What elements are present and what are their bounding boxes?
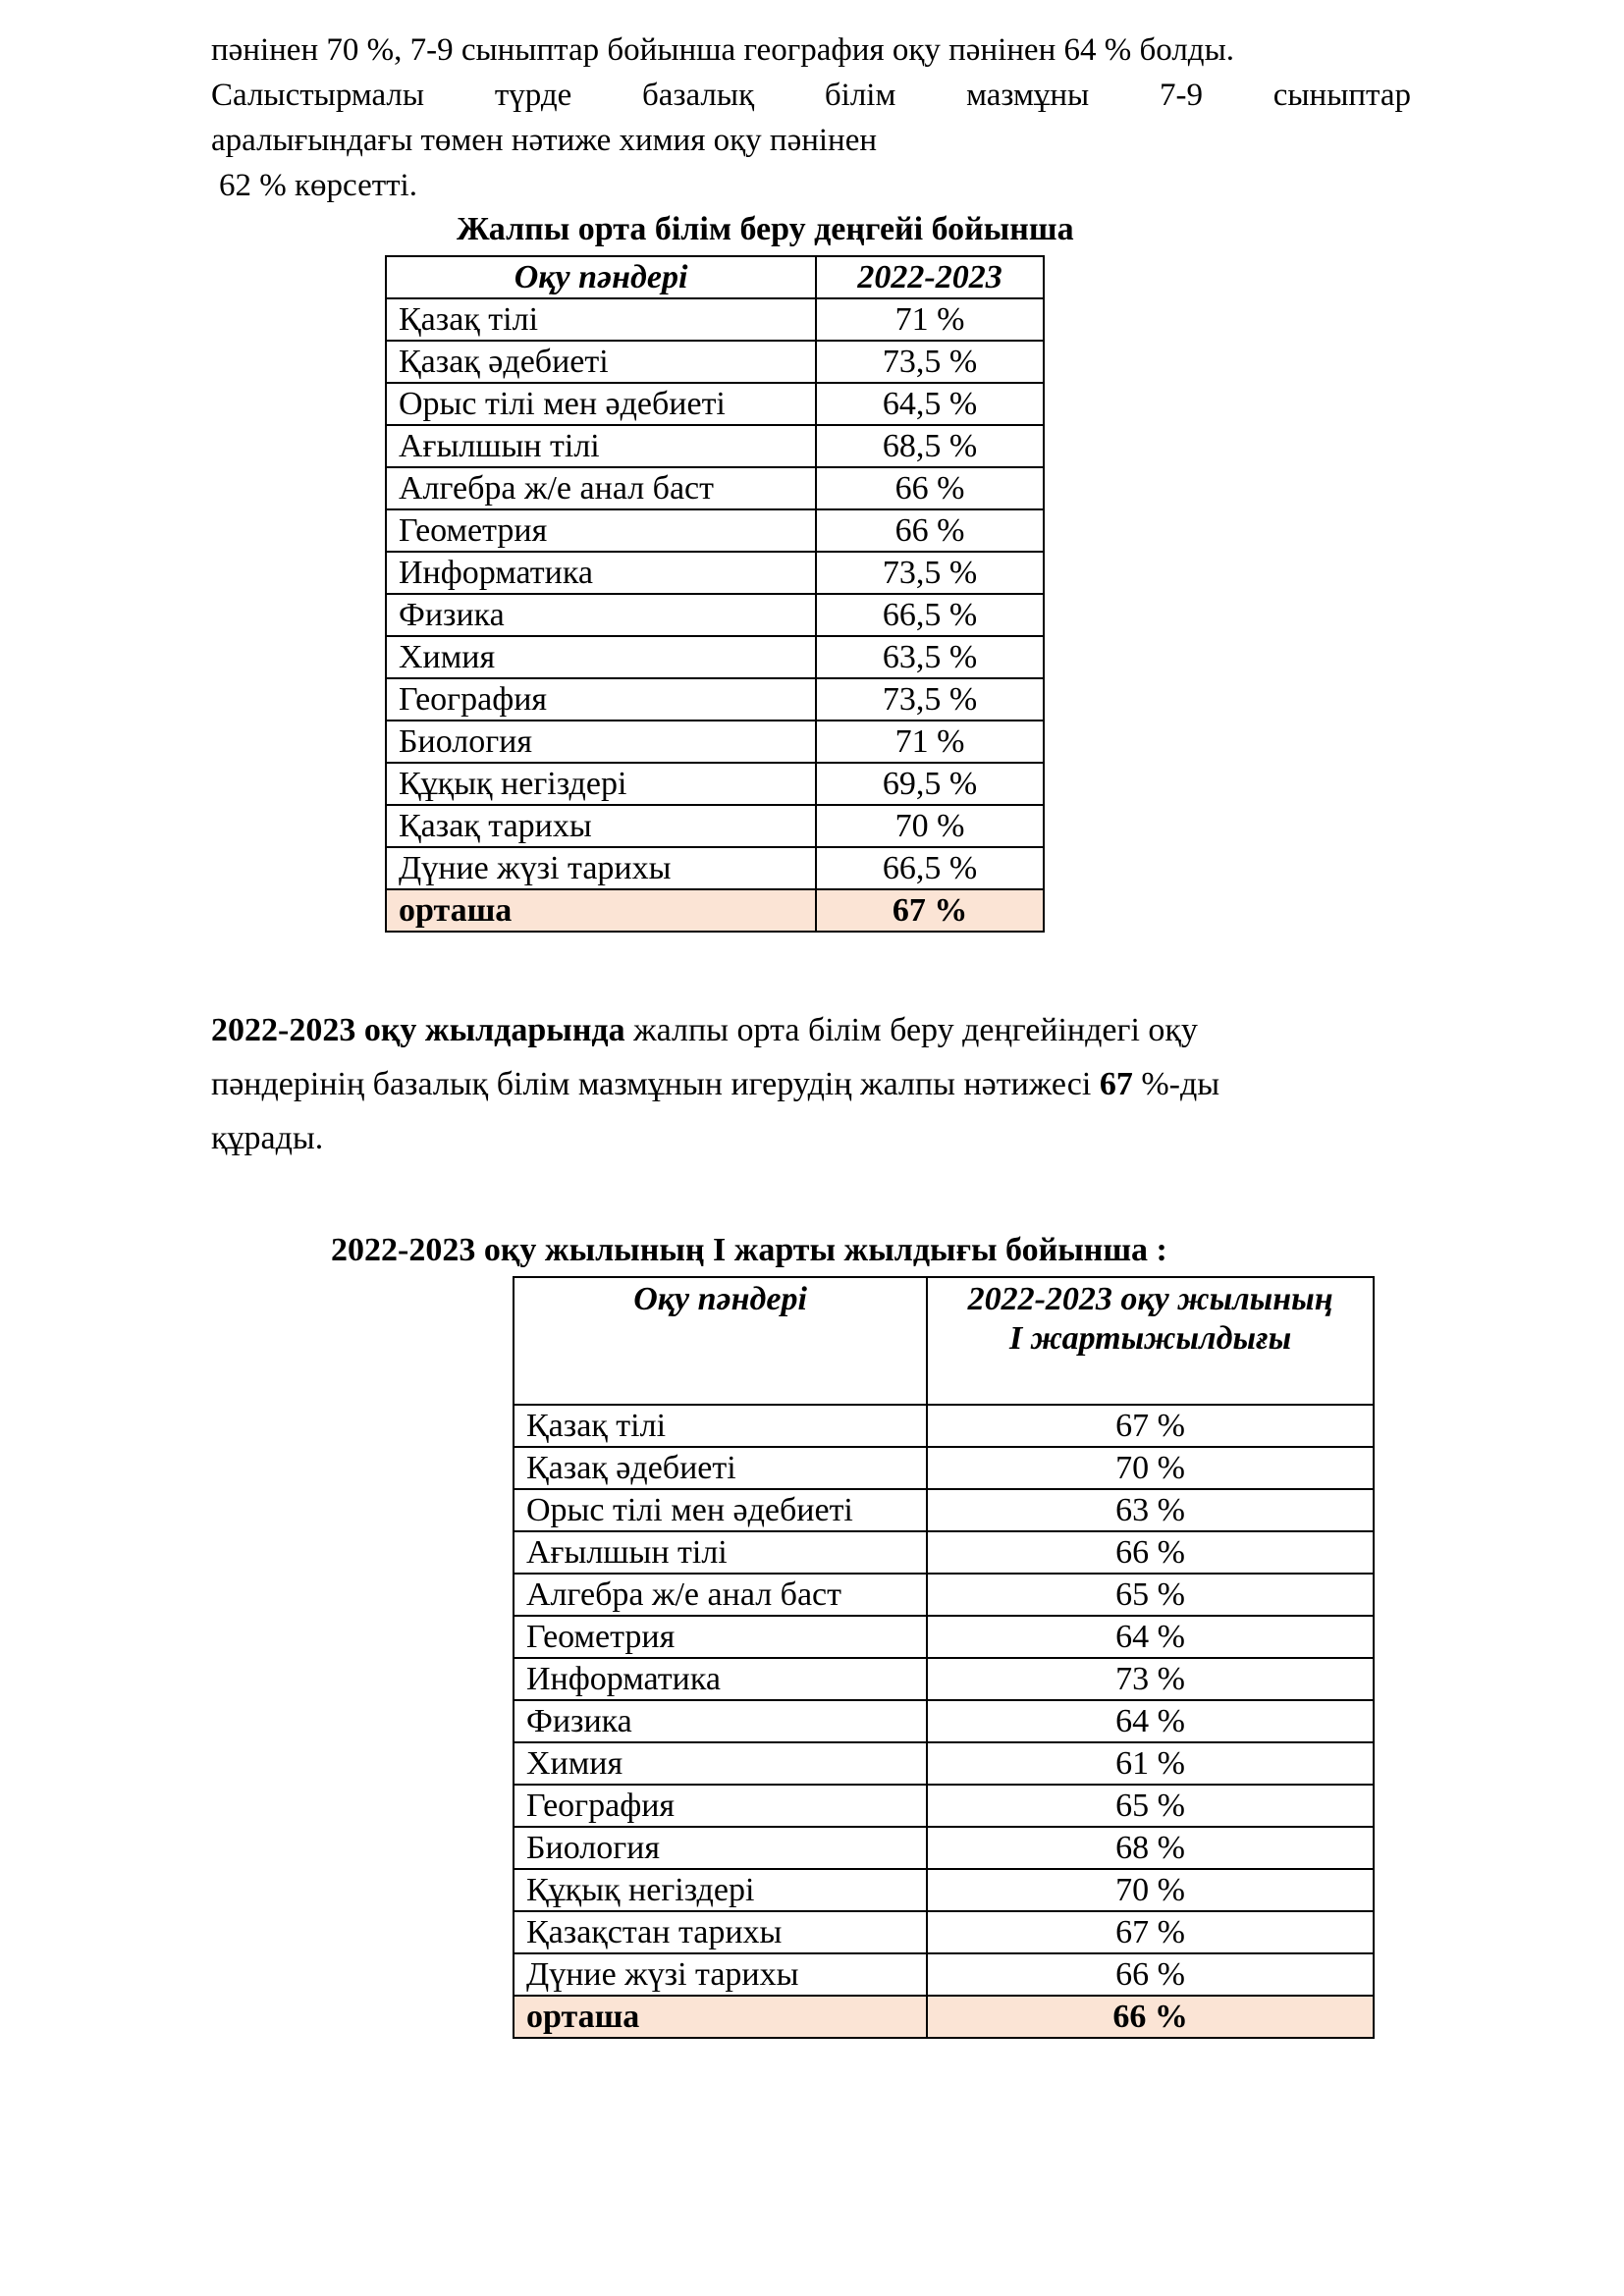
percent-cell: 70 %	[816, 805, 1044, 847]
subject-cell: Алгебра ж/е анал баст	[386, 467, 816, 509]
average-label-cell: орташа	[514, 1996, 927, 2038]
percent-cell: 70 %	[927, 1869, 1374, 1911]
average-value-cell: 66 %	[927, 1996, 1374, 2038]
percent-cell: 66 %	[816, 509, 1044, 552]
subject-cell: Қазақ әдебиеті	[386, 341, 816, 383]
percent-cell: 71 %	[816, 298, 1044, 341]
table-row	[386, 594, 1044, 636]
percent-cell: 66,5 %	[816, 847, 1044, 889]
intro-line: аралығындағы төмен нәтиже химия оқу пәнінен	[211, 123, 878, 158]
percent-cell: 73,5 %	[816, 341, 1044, 383]
subject-cell: Орыс тілі мен әдебиеті	[514, 1489, 927, 1531]
subject-cell: География	[514, 1785, 927, 1827]
percent-cell: 73,5 %	[816, 552, 1044, 594]
table-row	[386, 636, 1044, 678]
percent-cell: 64 %	[927, 1616, 1374, 1658]
subject-cell: Геометрия	[386, 509, 816, 552]
percent-cell: 68 %	[927, 1827, 1374, 1869]
table-row	[514, 1616, 1374, 1658]
intro-line: пәнінен 70 %, 7-9 сыныптар бойынша география оқу пәнінен 64 % болды.	[211, 32, 1235, 68]
average-row	[514, 1996, 1374, 2038]
subject-cell: Физика	[386, 594, 816, 636]
percent-cell: 64 %	[927, 1700, 1374, 1742]
summary-paragraph	[211, 1003, 1419, 1165]
subject-cell: Физика	[514, 1700, 927, 1742]
average-label-cell: орташа	[386, 889, 816, 932]
summary-line: құрады.	[211, 1120, 324, 1156]
subject-cell: Информатика	[386, 552, 816, 594]
subject-cell: Қазақ тарихы	[386, 805, 816, 847]
year-column-header: 2022-2023	[816, 256, 1044, 298]
percent-cell: 66 %	[927, 1531, 1374, 1574]
average-row	[386, 889, 1044, 932]
subject-cell: Химия	[386, 636, 816, 678]
table-header-row	[514, 1277, 1374, 1405]
summary-bold-value: 67	[1099, 1066, 1133, 1102]
subject-cell: Алгебра ж/е анал баст	[514, 1574, 927, 1616]
summary-text: %-ды	[1132, 1066, 1220, 1102]
table2-caption: 2022-2023 оқу жылының І жарты жылдығы бойынша :	[331, 1232, 1167, 1268]
table-row	[514, 1869, 1374, 1911]
table-row	[386, 763, 1044, 805]
subject-column-header: Оқу пәндері	[514, 1277, 927, 1405]
subject-cell: Орыс тілі мен әдебиеті	[386, 383, 816, 425]
table-row	[514, 1827, 1374, 1869]
summary-line	[211, 1057, 1419, 1111]
percent-cell: 67 %	[927, 1911, 1374, 1953]
table-row	[386, 467, 1044, 509]
intro-paragraph	[211, 27, 1411, 208]
table-row	[386, 425, 1044, 467]
subject-cell: Химия	[514, 1742, 927, 1785]
percent-cell: 70 %	[927, 1447, 1374, 1489]
percent-cell: 69,5 %	[816, 763, 1044, 805]
summary-bold-years: 2022-2023 оқу жылдарында	[211, 1012, 625, 1048]
subject-cell: Қазақ тілі	[514, 1405, 927, 1447]
subject-cell: Дүние жүзі тарихы	[386, 847, 816, 889]
average-value-cell: 67 %	[816, 889, 1044, 932]
subject-cell: Ағылшын тілі	[386, 425, 816, 467]
table1-caption: Жалпы орта білім беру деңгейі бойынша	[457, 211, 1074, 247]
table-row	[514, 1531, 1374, 1574]
subject-cell: Қазақстан тарихы	[514, 1911, 927, 1953]
half-year-column-header: 2022-2023 оқу жылының І жартыжылдығы	[927, 1277, 1374, 1405]
percent-cell: 63,5 %	[816, 636, 1044, 678]
percent-cell: 65 %	[927, 1574, 1374, 1616]
subject-cell: Информатика	[514, 1658, 927, 1700]
table-row	[514, 1911, 1374, 1953]
percent-cell: 63 %	[927, 1489, 1374, 1531]
percent-cell: 73,5 %	[816, 678, 1044, 721]
table-row	[386, 721, 1044, 763]
table-header-row	[386, 256, 1044, 298]
table-row	[386, 383, 1044, 425]
table-row	[386, 509, 1044, 552]
percent-cell: 61 %	[927, 1742, 1374, 1785]
table-row	[514, 1785, 1374, 1827]
table-row	[386, 552, 1044, 594]
table-row	[514, 1447, 1374, 1489]
table-row	[386, 847, 1044, 889]
table-row	[386, 341, 1044, 383]
percent-cell: 65 %	[927, 1785, 1374, 1827]
percent-cell: 68,5 %	[816, 425, 1044, 467]
subject-column-header: Оқу пәндері	[386, 256, 816, 298]
subject-cell: Биология	[514, 1827, 927, 1869]
first-half-year-results-table	[513, 1276, 1375, 2039]
percent-cell: 71 %	[816, 721, 1044, 763]
percent-cell: 64,5 %	[816, 383, 1044, 425]
summary-text: жалпы орта білім беру деңгейіндегі оқу	[624, 1012, 1198, 1048]
table-row	[514, 1489, 1374, 1531]
percent-cell: 66,5 %	[816, 594, 1044, 636]
subject-cell: Қазақ әдебиеті	[514, 1447, 927, 1489]
table-row	[514, 1700, 1374, 1742]
subject-cell: Құқық негіздері	[386, 763, 816, 805]
percent-cell: 73 %	[927, 1658, 1374, 1700]
table-row	[514, 1405, 1374, 1447]
intro-line: Салыстырмалы түрде базалық білім мазмұны 7-9 сыныптар	[211, 78, 1411, 113]
subject-cell: География	[386, 678, 816, 721]
subject-cell: Геометрия	[514, 1616, 927, 1658]
subject-cell: Дүние жүзі тарихы	[514, 1953, 927, 1996]
percent-cell: 66 %	[927, 1953, 1374, 1996]
subject-cell: Құқық негіздері	[514, 1869, 927, 1911]
percent-cell: 67 %	[927, 1405, 1374, 1447]
general-secondary-results-table	[385, 255, 1045, 933]
table-row	[514, 1574, 1374, 1616]
subject-cell: Биология	[386, 721, 816, 763]
summary-text: пәндерінің базалық білім мазмұнын игерудің жалпы нәтижесі	[211, 1066, 1100, 1102]
table-row	[514, 1742, 1374, 1785]
table-row	[386, 805, 1044, 847]
summary-line	[211, 1003, 1419, 1057]
subject-cell: Қазақ тілі	[386, 298, 816, 341]
subject-cell: Ағылшын тілі	[514, 1531, 927, 1574]
table-row	[514, 1658, 1374, 1700]
table-row	[386, 678, 1044, 721]
percent-cell: 66 %	[816, 467, 1044, 509]
table-row	[514, 1953, 1374, 1996]
table-row	[386, 298, 1044, 341]
intro-line: 62 % көрсетті.	[219, 168, 417, 203]
